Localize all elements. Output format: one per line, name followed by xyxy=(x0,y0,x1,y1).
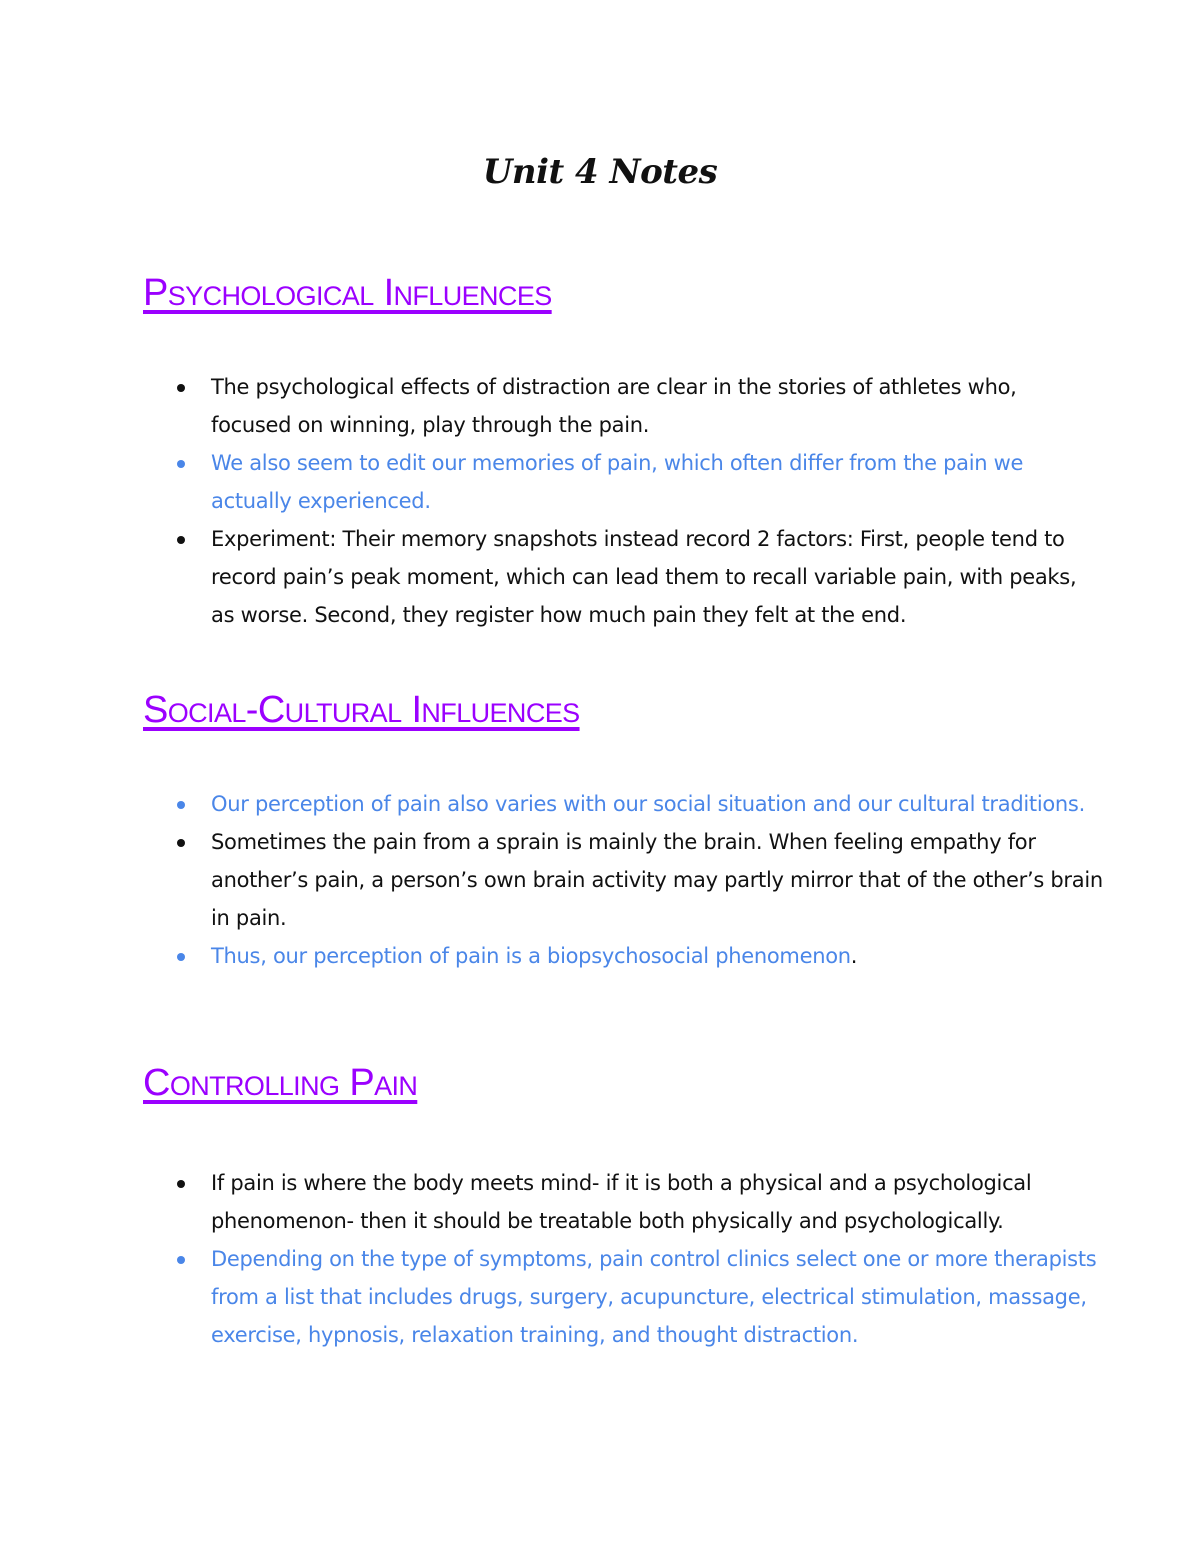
bullet-dot-icon xyxy=(177,801,185,809)
list-item xyxy=(143,937,1103,975)
list-item-text: Thus, our perception of pain is a biopsychosocial phenomenon xyxy=(211,944,851,968)
bullet-dot-icon xyxy=(177,384,185,392)
bullet-dot-icon xyxy=(177,460,185,468)
list-item xyxy=(143,823,1103,937)
bullet-list xyxy=(143,1164,1103,1354)
section-psychological-influences xyxy=(143,270,1103,634)
bullet-dot-icon xyxy=(177,1180,185,1188)
list-item-text: Our perception of pain also varies with our social situation and our cultural traditions. xyxy=(211,792,1085,816)
list-item-text: Experiment: Their memory snapshots instead record 2 factors: First, people tend to record pain’s peak moment, which can lead them to recall variable pain, with peaks, as worse. Second, they register how much pain they felt at the end. xyxy=(211,527,1077,627)
bullet-list xyxy=(143,785,1103,975)
bullet-dot-icon xyxy=(177,839,185,847)
section-heading: Psychological Influences xyxy=(143,272,552,314)
bullet-dot-icon xyxy=(177,1256,185,1264)
list-item xyxy=(143,368,1103,444)
list-item-text: The psychological effects of distraction are clear in the stories of athletes who, focused on winning, play through the pain. xyxy=(211,375,1017,437)
list-item xyxy=(143,785,1103,823)
section-heading: Controlling Pain xyxy=(143,1062,418,1104)
section-controlling-pain xyxy=(143,1060,1103,1354)
list-item xyxy=(143,444,1103,520)
list-item xyxy=(143,520,1103,634)
list-item-text: Sometimes the pain from a sprain is mainly the brain. When feeling empathy for another’s pain, a person’s own brain activity may partly mirror that of the other’s brain in pain. xyxy=(211,830,1103,930)
list-item-text: We also seem to edit our memories of pain, which often differ from the pain we actually experienced. xyxy=(211,451,1024,513)
page-title: Unit 4 Notes xyxy=(482,152,718,192)
bullet-dot-icon xyxy=(177,536,185,544)
bullet-list xyxy=(143,368,1103,634)
list-item-period: . xyxy=(850,944,858,968)
bullet-dot-icon xyxy=(177,953,185,961)
list-item xyxy=(143,1240,1103,1354)
section-heading: Social-Cultural Influences xyxy=(143,689,580,731)
section-social-cultural-influences xyxy=(143,687,1103,975)
list-item-text: Depending on the type of symptoms, pain control clinics select one or more therapists from a list that includes drugs, surgery, acupuncture, electrical stimulation, massage, exercise, hypnosis, relaxation training, and thought distraction. xyxy=(211,1247,1097,1347)
list-item-text: If pain is where the body meets mind- if it is both a physical and a psychological phenomenon- then it should be treatable both physically and psychologically. xyxy=(211,1171,1032,1233)
list-item xyxy=(143,1164,1103,1240)
